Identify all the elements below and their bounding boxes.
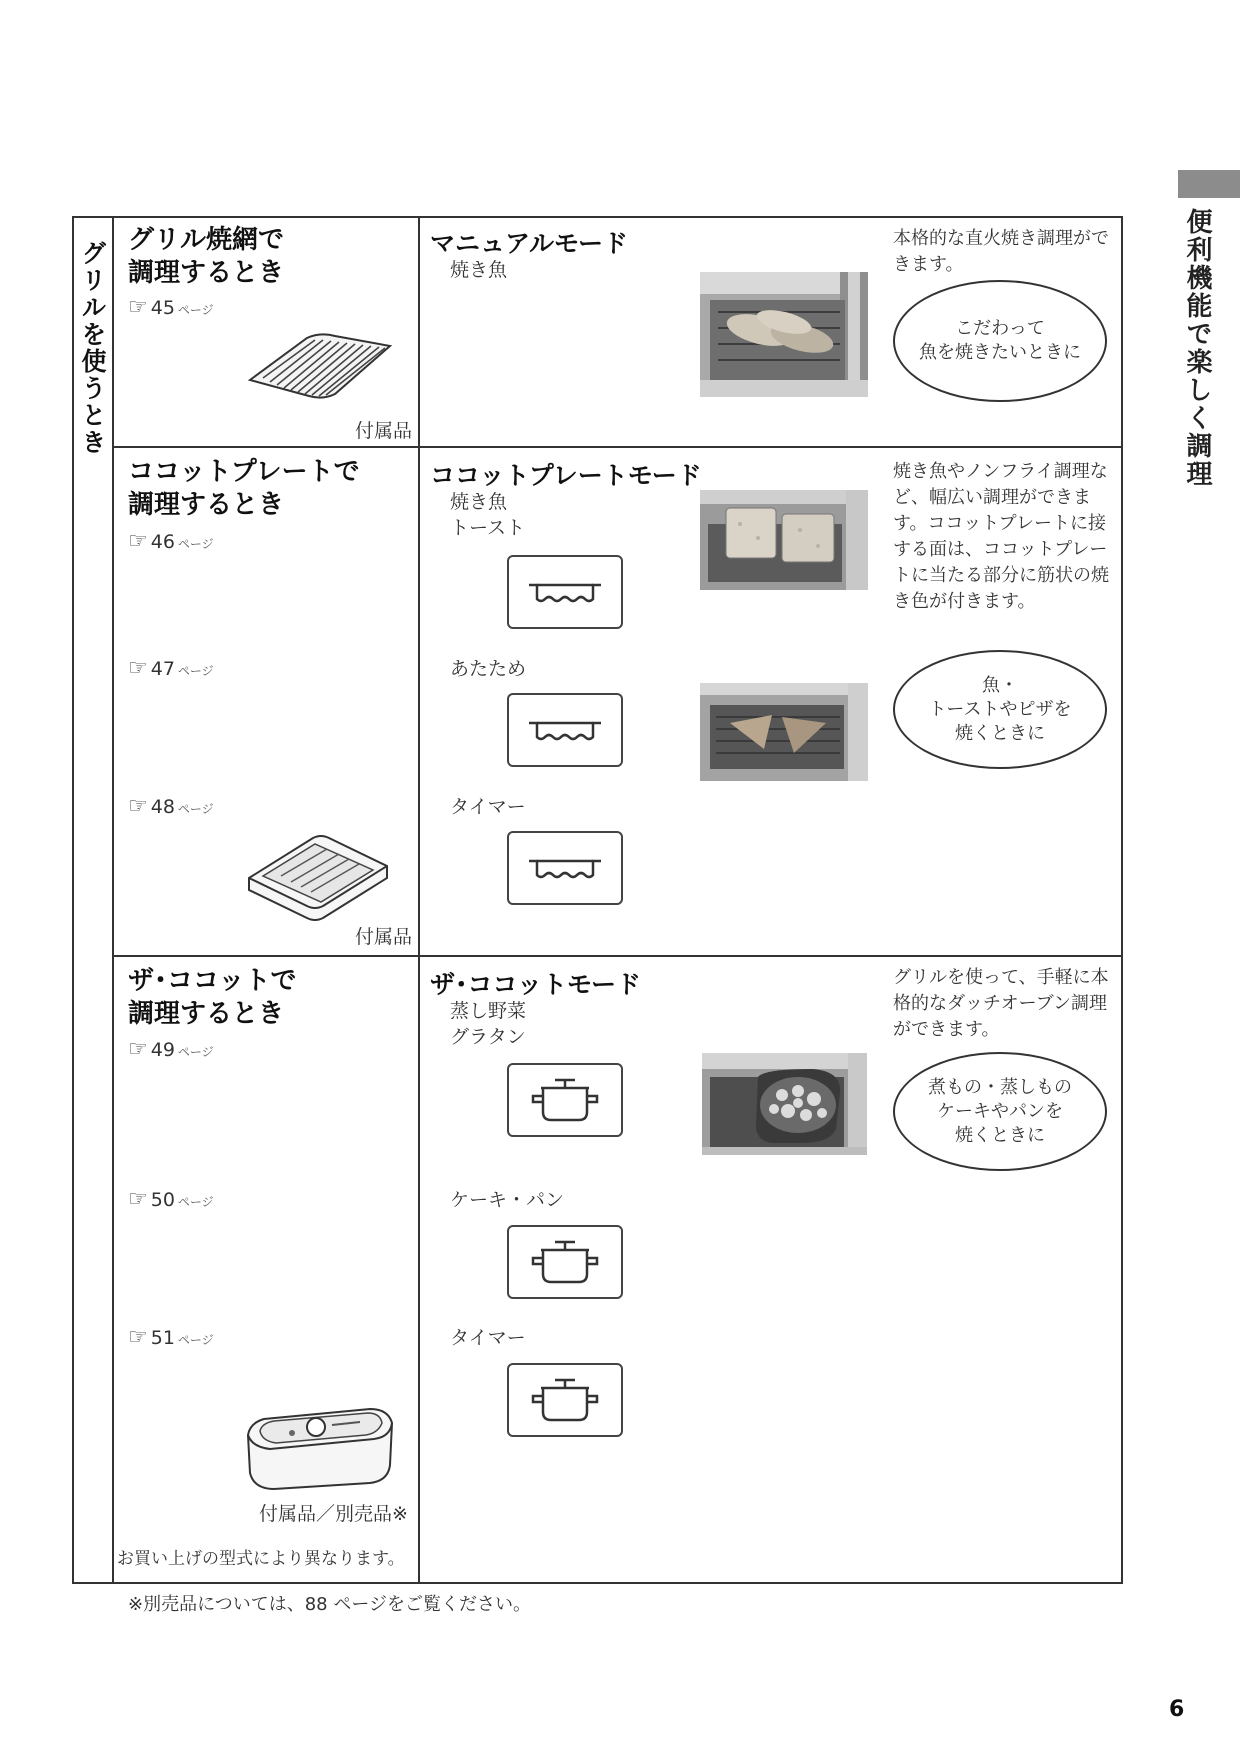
pot-icon <box>525 1074 605 1126</box>
the-cocotte-mode-button[interactable] <box>507 1225 623 1299</box>
mode-description: 焼き魚やノンフライ調理など、幅広い調理ができます。ココットプレートに接する面は、ココットプレートに当たる部分に筋状の焼き色が付きます。 <box>893 461 1109 612</box>
mode-title: ザ･ココットモード <box>430 970 642 999</box>
footnote: ※別売品については、88 ページをご覧ください。 <box>128 1594 531 1615</box>
cocotte-plate-icon <box>525 575 605 609</box>
usage-bubble: こだわって 魚を焼きたいときに <box>893 280 1107 402</box>
accessory-label: 付属品／別売品※ <box>259 1503 408 1525</box>
cocotte-plate-mode-button[interactable] <box>507 555 623 629</box>
grill-rack-icon <box>245 328 395 403</box>
usage-bubble: 魚・ トーストやピザを 焼くときに <box>893 650 1107 769</box>
pointing-hand-icon: ☞ <box>128 1325 148 1350</box>
menu-item: ケーキ・パン <box>450 1189 565 1211</box>
usage-bubble: 煮もの・蒸しもの ケーキやパンを 焼くときに <box>893 1052 1107 1171</box>
cocotte-plate-tray-icon <box>243 826 393 926</box>
the-cocotte-mode-button[interactable] <box>507 1063 623 1137</box>
side-tab-title: 便利機能で楽しく調理 <box>1182 208 1212 488</box>
menu-item: あたため <box>450 658 527 680</box>
cocotte-plate-mode-button[interactable] <box>507 831 623 905</box>
menu-item: タイマー <box>450 1327 526 1349</box>
page-number: 6 <box>1169 1697 1185 1722</box>
vegetables-photo <box>702 1053 867 1155</box>
page-reference[interactable]: ☞ 51 ページ <box>128 1325 214 1350</box>
accessory-note: お買い上げの型式により異なります。 <box>117 1549 405 1569</box>
menu-item: 焼き魚 <box>450 259 508 281</box>
section-title: ザ･ココットで 調理するとき <box>128 966 297 1029</box>
the-cocotte-pot-icon <box>240 1395 400 1495</box>
pointing-hand-icon: ☞ <box>128 295 148 320</box>
the-cocotte-mode-button[interactable] <box>507 1363 623 1437</box>
page-reference[interactable]: ☞ 49 ページ <box>128 1037 214 1062</box>
page-reference[interactable]: ☞ 48 ページ <box>128 794 214 819</box>
pot-icon <box>525 1236 605 1288</box>
pizza-photo <box>700 683 868 781</box>
mode-description: 本格的な直火焼き調理ができます。 <box>893 228 1109 275</box>
mode-title: ココットプレートモード <box>430 461 702 490</box>
pointing-hand-icon: ☞ <box>128 529 148 554</box>
page-reference[interactable]: ☞ 47 ページ <box>128 656 214 681</box>
pointing-hand-icon: ☞ <box>128 794 148 819</box>
section-title: ココットプレートで 調理するとき <box>128 457 360 520</box>
accessory-label: 付属品 <box>355 926 413 948</box>
side-tab-marker <box>1178 170 1240 198</box>
page-reference[interactable]: ☞ 46 ページ <box>128 529 214 554</box>
cocotte-plate-icon <box>525 713 605 747</box>
menu-item: 焼き魚 トースト <box>450 491 526 539</box>
cocotte-plate-icon <box>525 851 605 885</box>
menu-item: タイマー <box>450 796 526 818</box>
page-reference[interactable]: ☞ 50 ページ <box>128 1187 214 1212</box>
mode-title: マニュアルモード <box>430 229 629 258</box>
toast-photo <box>700 490 868 590</box>
pointing-hand-icon: ☞ <box>128 1037 148 1062</box>
pointing-hand-icon: ☞ <box>128 1187 148 1212</box>
accessory-label: 付属品 <box>355 420 413 442</box>
mode-description: グリルを使って、手軽に本格的なダッチオーブン調理ができます。 <box>893 967 1109 1040</box>
menu-item: 蒸し野菜 グラタン <box>450 1000 527 1048</box>
grilled-fish-photo <box>700 272 868 397</box>
left-column-label: グリルを使うとき <box>78 240 107 456</box>
cocotte-plate-mode-button[interactable] <box>507 693 623 767</box>
page-reference[interactable]: ☞ 45 ページ <box>128 295 214 320</box>
section-title: グリル焼網で 調理するとき <box>128 225 285 288</box>
pot-icon <box>525 1374 605 1426</box>
pointing-hand-icon: ☞ <box>128 656 148 681</box>
